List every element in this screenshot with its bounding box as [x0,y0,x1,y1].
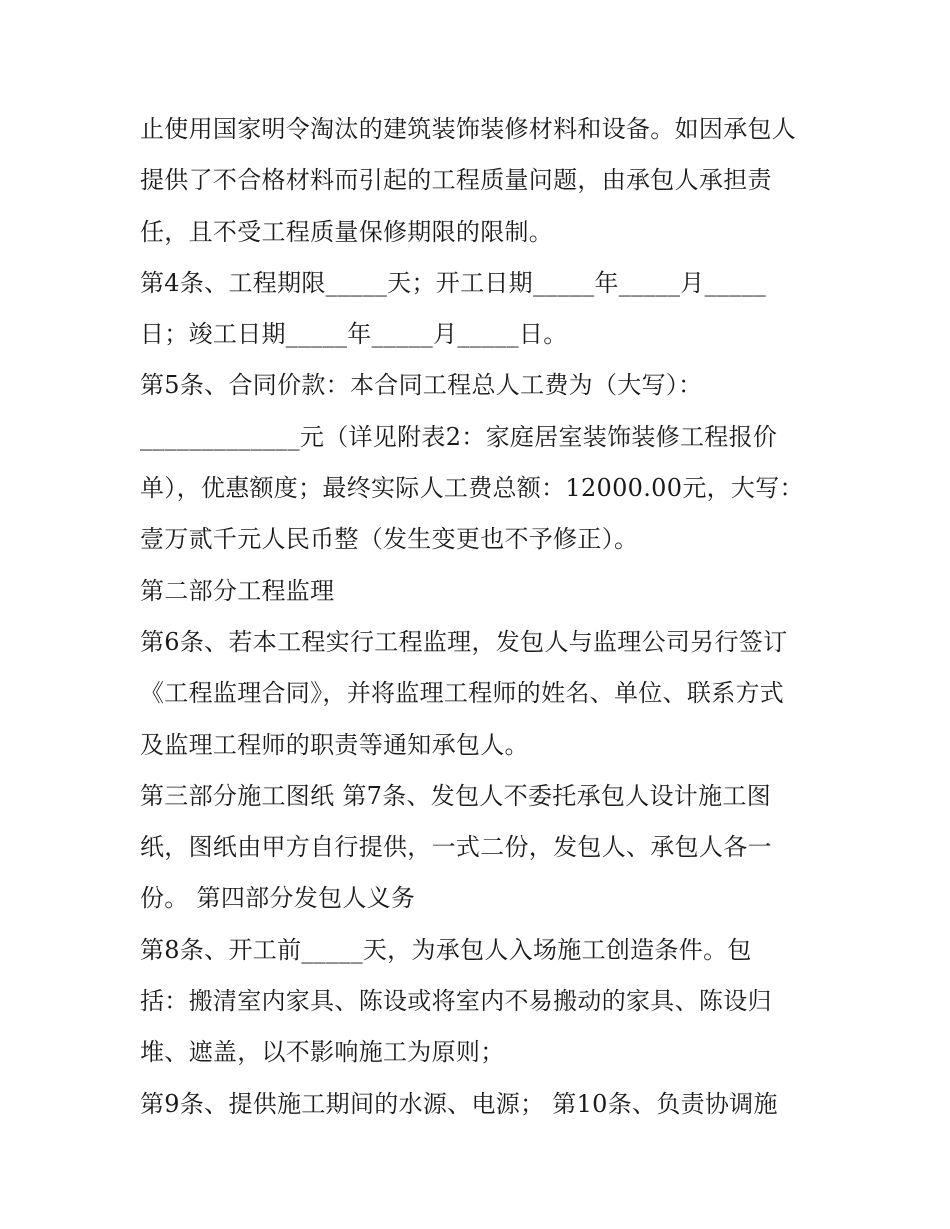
section-heading-part-2: 第二部分工程监理 [140,576,335,605]
document-body [140,104,820,1130]
article-4-line-2: 日；竣工日期_____年_____月_____日。 [140,320,568,349]
article-7-line-3: 份。 第四部分发包人义务 [140,884,416,913]
article-8-line-1: 第8条、开工前_____天，为承包人入场施工创造条件。包 [140,935,752,964]
text-line-1: 止使用国家明令淘汰的建筑装饰装修材料和设备。如因承包人 [140,115,797,143]
article-7-line-1: 第三部分施工图纸 第7条、发包人不委托承包人设计施工图 [140,781,771,810]
article-4-line-1: 第4条、工程期限_____天；开工日期_____年_____月_____ [140,268,767,297]
article-8-line-2: 括：搬清室内家具、陈设或将室内不易搬动的家具、陈设归 [140,987,772,1016]
article-6-line-1: 第6条、若本工程实行工程监理，发包人与监理公司另行签订 [140,627,788,656]
article-8-line-3: 堆、遮盖，以不影响施工为原则； [140,1038,505,1067]
article-9-10-line: 第9条、提供施工期间的水源、电源； 第10条、负责协调施 [140,1089,778,1118]
article-5-line-2: _____________元（详见附表2：家庭居室装饰装修工程报价 [140,422,778,451]
article-6-line-3: 及监理工程师的职责等通知承包人。 [140,730,529,759]
article-7-line-2: 纸，图纸由甲方自行提供，一式二份，发包人、承包人各一 [140,833,772,862]
article-5-line-4: 壹万贰千元人民币整（发生变更也不予修正）。 [140,525,639,554]
text-line-2: 提供了不合格材料而引起的工程质量问题，由承包人承担责 [140,166,772,195]
article-5-line-3: 单），优惠额度；最终实际人工费总额：12000.00元，大写： [140,474,804,503]
article-6-line-2: 《工程监理合同》，并将监理工程师的姓名、单位、联系方式 [140,679,785,708]
text-line-3: 任，且不受工程质量保修期限的限制。 [140,217,554,246]
article-5-line-1: 第5条、合同价款：本合同工程总人工费为（大写）： [140,371,703,400]
